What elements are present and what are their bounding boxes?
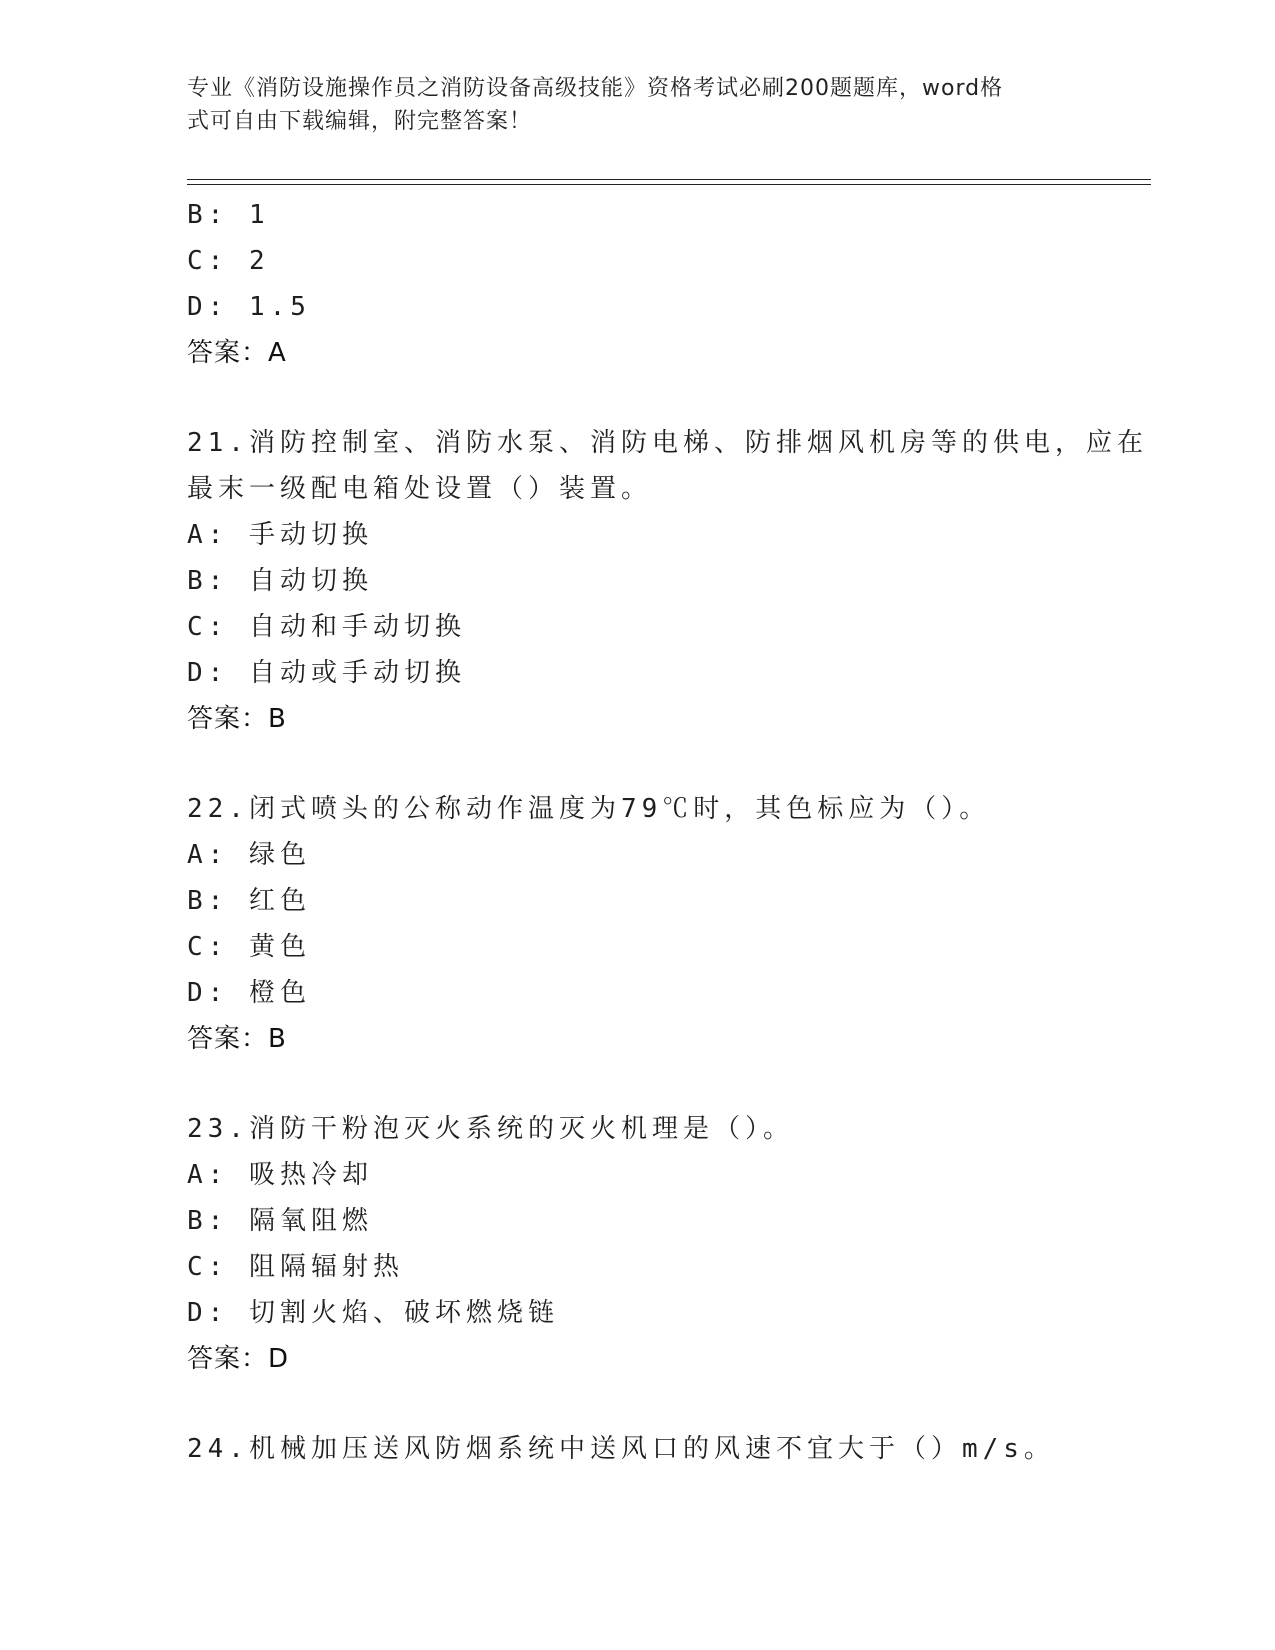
option-d: D: 自动或手动切换 xyxy=(187,658,466,688)
option-c: C: 自动和手动切换 xyxy=(187,612,466,642)
question-block-prev xyxy=(187,192,1087,376)
option-d: D: 切割火焰、破坏燃烧链 xyxy=(187,1298,559,1328)
spacer xyxy=(187,742,1087,786)
option-c: C: 2 xyxy=(187,246,270,276)
page-header xyxy=(187,72,1067,138)
option-b: B: 红色 xyxy=(187,886,311,916)
question-block-22 xyxy=(187,786,1087,1062)
option-c: C: 黄色 xyxy=(187,932,311,962)
question-stem-line-1: 22.闭式喷头的公称动作温度为79℃时，其色标应为（）。 xyxy=(187,794,991,824)
header-divider-bottom xyxy=(187,184,1151,185)
answer-line: 答案：A xyxy=(187,338,287,368)
header-line-1: 专业《消防设施操作员之消防设备高级技能》资格考试必刷200题题库，word格 xyxy=(187,76,1004,101)
spacer xyxy=(187,1382,1087,1426)
option-b: B: 隔氧阻燃 xyxy=(187,1206,373,1236)
option-b: B: 1 xyxy=(187,200,270,230)
option-b: B: 自动切换 xyxy=(187,566,373,596)
option-a: A: 绿色 xyxy=(187,840,311,870)
question-stem-line-1: 23.消防干粉泡灭火系统的灭火机理是（）。 xyxy=(187,1114,794,1144)
spacer xyxy=(187,1062,1087,1106)
option-d: D: 橙色 xyxy=(187,978,311,1008)
spacer xyxy=(187,376,1087,420)
question-block-23 xyxy=(187,1106,1087,1382)
question-stem-line-1: 21.消防控制室、消防水泵、消防电梯、防排烟风机房等的供电，应在 xyxy=(187,428,1148,458)
question-block-21 xyxy=(187,420,1148,742)
option-a: A: 吸热冷却 xyxy=(187,1160,373,1190)
answer-line: 答案：D xyxy=(187,1344,290,1374)
header-line-2: 式可自由下载编辑，附完整答案！ xyxy=(187,109,533,134)
header-divider-top xyxy=(187,179,1151,180)
question-block-24 xyxy=(187,1426,1087,1472)
option-a: A: 手动切换 xyxy=(187,520,373,550)
answer-line: 答案：B xyxy=(187,1024,287,1054)
option-c: C: 阻隔辐射热 xyxy=(187,1252,404,1282)
option-d: D: 1.5 xyxy=(187,292,311,322)
question-stem-line-2: 最末一级配电箱处设置（）装置。 xyxy=(187,474,653,504)
question-stem-line-1: 24.机械加压送风防烟系统中送风口的风速不宜大于（）m/s。 xyxy=(187,1434,1055,1464)
question-list xyxy=(187,192,1148,1472)
answer-line: 答案：B xyxy=(187,704,287,734)
